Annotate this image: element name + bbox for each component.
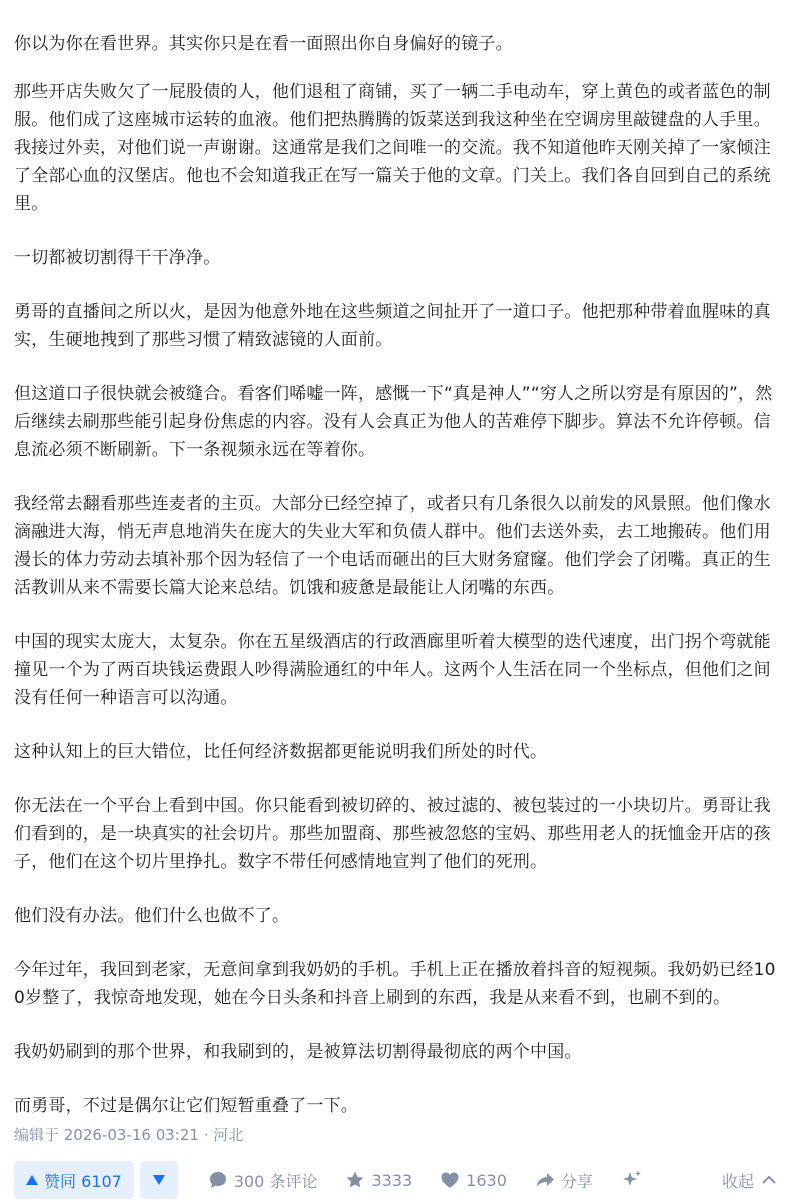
favorite-count: 3333 xyxy=(371,1170,413,1190)
paragraph: 你以为你在看世界。其实你只是在看一面照出你自身偏好的镜子。 xyxy=(14,34,513,54)
comment-button[interactable] xyxy=(208,1169,318,1192)
vote-down-button[interactable] xyxy=(140,1161,178,1199)
triangle-down-icon xyxy=(153,1175,165,1185)
paragraph: 勇哥的直播间之所以火，是因为他意外地在这些频道之间扯开了一道口子。他把那种带着血腥味的真实，生硬地拽到了那些习惯了精致滤镜的人面前。 xyxy=(14,302,771,350)
edit-meta: 编辑于 2026-03-16 03:21 · 河北 xyxy=(14,1126,244,1144)
favorite-button[interactable] xyxy=(345,1170,412,1190)
star-icon xyxy=(345,1170,365,1190)
share-label: 分享 xyxy=(560,1171,593,1191)
vote-up-button[interactable] xyxy=(14,1161,134,1199)
paragraph: 但这道口子很快就会被缝合。看客们唏嘘一阵，感慨一下“真是神人”“穷人之所以穷是有原因的”，然后继续去刷那些能引起身份焦虑的内容。没有人会真正为他人的苦难停下脚步。算法不允许停顿。信息流必须不断刷新。下一条视频永远在等着你。 xyxy=(14,384,773,460)
like-count: 1630 xyxy=(466,1170,507,1190)
paragraph: 中国的现实太庞大，太复杂。你在五星级酒店的行政酒廊里听着大模型的迭代速度，出门拐个弯就能撞见一个为了两百块钱运费跟人吵得满脸通红的中年人。这两个人生活在同一个坐标点，但他们之间没有任何一种语言可以沟通。 xyxy=(14,632,771,708)
share-button[interactable] xyxy=(535,1169,593,1192)
action-bar xyxy=(14,1160,776,1200)
share-arrow-icon xyxy=(535,1170,555,1190)
paragraph: 他们没有办法。他们什么也做不了。 xyxy=(14,906,290,926)
paragraph: 我奶奶刷到的那个世界，和我刷到的，是被算法切割得最彻底的两个中国。 xyxy=(14,1042,582,1062)
paragraph: 今年过年，我回到老家，无意间拿到我奶奶的手机。手机上正在播放着抖音的短视频。我奶奶已经100岁整了，我惊奇地发现，她在今日头条和抖音上刷到的东西，我是从来看不到，也刷不到的。 xyxy=(14,960,776,1008)
heart-icon xyxy=(440,1170,460,1190)
comment-bubble-icon xyxy=(208,1170,228,1190)
triangle-up-icon xyxy=(26,1175,38,1185)
paragraph: 那些开店失败欠了一屁股债的人，他们退租了商铺，买了一辆二手电动车，穿上黄色的或者蓝色的制服。他们成了这座城市运转的血液。他们把热腾腾的饭菜送到我这种坐在空调房里敲键盘的人手里。我接过外卖，对他们说一声谢谢。这通常是我们之间唯一的交流。我不知道他昨天刚关掉了一家倾注了全部心血的汉堡店。他也不会知道我正在写一篇关于他的文章。门关上。我们各自回到自己的系统里。 xyxy=(14,82,771,214)
paragraph: 你无法在一个平台上看到中国。你只能看到被切碎的、被过滤的、被包装过的一小块切片。勇哥让我们看到的，是一块真实的社会切片。那些加盟商、那些被忽悠的宝妈、那些用老人的抚恤金开店的孩子，他们在这个切片里挣扎。数字不带任何感情地宣判了他们的死刑。 xyxy=(14,796,771,872)
sparkle-icon xyxy=(621,1169,643,1191)
paragraph: 我经常去翻看那些连麦者的主页。大部分已经空掉了，或者只有几条很久以前发的风景照。他们像水滴融进大海，悄无声息地消失在庞大的失业大军和负债人群中。他们去送外卖，去工地搬砖。他们用漫长的体力劳动去填补那个因为轻信了一个电话而砸出的巨大财务窟窿。他们学会了闭嘴。真正的生活教训从来不需要长篇大论来总结。饥饿和疲惫是最能让人闭嘴的东西。 xyxy=(14,494,771,598)
ai-assistant-button[interactable] xyxy=(621,1169,643,1191)
paragraph: 这种认知上的巨大错位，比任何经济数据都更能说明我们所处的时代。 xyxy=(14,742,548,762)
comment-count: 300 条评论 xyxy=(233,1171,318,1191)
vote-up-label: 赞同 6107 xyxy=(44,1171,122,1191)
paragraph: 一切都被切割得干干净净。 xyxy=(14,248,221,268)
collapse-label: 收起 xyxy=(721,1171,754,1191)
collapse-button[interactable] xyxy=(722,1169,776,1192)
paragraph: 而勇哥，不过是偶尔让它们短暂重叠了一下。 xyxy=(14,1096,358,1116)
chevron-up-icon xyxy=(762,1175,776,1185)
like-button[interactable] xyxy=(440,1170,507,1190)
